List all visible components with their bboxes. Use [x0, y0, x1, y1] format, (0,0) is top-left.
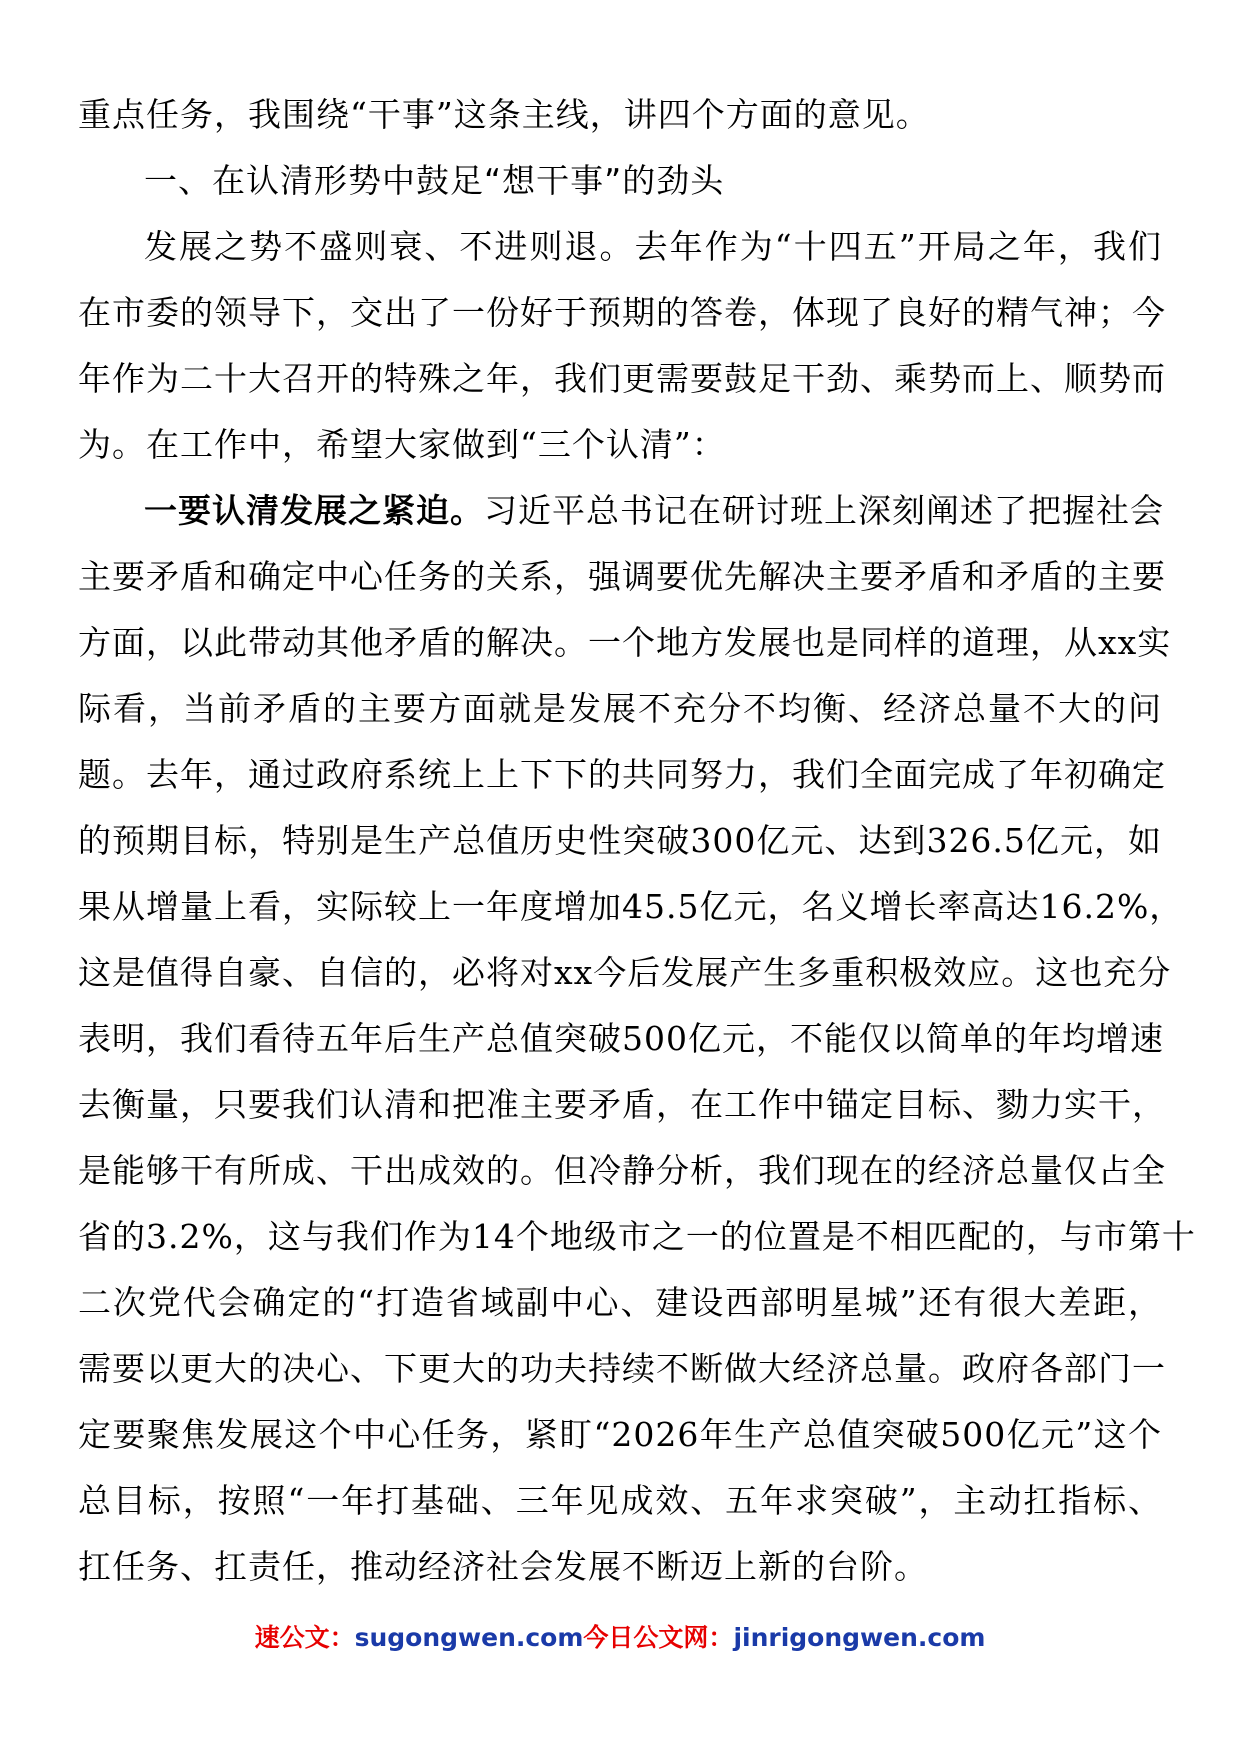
footer-link-jinrigongwen[interactable]: jinrigongwen.com: [733, 1623, 986, 1652]
paragraph-urgency: [78, 478, 1196, 1600]
paragraph-line: 题。去年，通过政府系统上上下下的共同努力，我们全面完成了年初确定: [78, 755, 1166, 794]
paragraph-line: 去衡量，只要我们认清和把准主要矛盾，在工作中锚定目标、勠力实干，: [78, 1085, 1166, 1124]
paragraph-line: 这是值得自豪、自信的，必将对xx今后发展产生多重积极效应。这也充分: [78, 953, 1172, 992]
paragraph-line: 发展之势不盛则衰、不进则退。去年作为“十四五”开局之年，我们: [144, 227, 1162, 266]
footer-brand-sugongwen: 速公文：: [254, 1623, 355, 1652]
paragraph-first-line: [78, 478, 1162, 544]
paragraph-line: 定要聚焦发展这个中心任务，紧盯“2026年生产总值突破500亿元”这个: [78, 1415, 1162, 1454]
section-heading: 一、在认清形势中鼓足“想干事”的劲头: [144, 161, 725, 200]
paragraph-line: 果从增量上看，实际较上一年度增加45.5亿元，名义增长率高达16.2%，: [78, 887, 1184, 926]
paragraph-lead-bold: 一要认清发展之紧迫。: [144, 491, 484, 530]
paragraph-line: 二次党代会确定的“打造省域副中心、建设西部明星城”还有很大差距，: [78, 1283, 1162, 1322]
paragraph-line: 总目标，按照“一年打基础、三年见成效、五年求突破”，主动扛指标、: [78, 1481, 1162, 1520]
paragraph-line: 省的3.2%，这与我们作为14个地级市之一的位置是不相匹配的，与市第十: [78, 1217, 1196, 1256]
footer-brand-jinrigongwen: 今日公文网：: [583, 1623, 734, 1652]
paragraph-line: 在市委的领导下，交出了一份好于预期的答卷，体现了良好的精气神；今: [78, 293, 1166, 332]
paragraph-line: 际看，当前矛盾的主要方面就是发展不充分不均衡、经济总量不大的问: [78, 689, 1162, 728]
document-page: [78, 82, 1196, 1600]
paragraph-line: 表明，我们看待五年后生产总值突破500亿元，不能仅以简单的年均增速: [78, 1019, 1164, 1058]
paragraph-line: 主要矛盾和确定中心任务的关系，强调要优先解决主要矛盾和矛盾的主要: [78, 557, 1166, 596]
paragraph-line: 的预期目标，特别是生产总值历史性突破300亿元、达到326.5亿元，如: [78, 821, 1162, 860]
footer-watermark: [0, 1618, 1240, 1658]
intro-line: 重点任务，我围绕“干事”这条主线，讲四个方面的意见。: [78, 95, 930, 134]
paragraph-situation: [78, 214, 1166, 478]
paragraph-line: 为。在工作中，希望大家做到“三个认清”：: [78, 425, 726, 464]
footer-link-sugongwen[interactable]: sugongwen.com: [354, 1623, 584, 1652]
paragraph-line: 扛任务、扛责任，推动经济社会发展不断迈上新的台阶。: [78, 1547, 928, 1586]
paragraph-line: 方面，以此带动其他矛盾的解决。一个地方发展也是同样的道理，从xx实: [78, 623, 1172, 662]
paragraph-line: 需要以更大的决心、下更大的功夫持续不断做大经济总量。政府各部门一: [78, 1349, 1166, 1388]
paragraph-line: 年作为二十大召开的特殊之年，我们更需要鼓足干劲、乘势而上、顺势而: [78, 359, 1166, 398]
paragraph-first-rest: 习近平总书记在研讨班上深刻阐述了把握社会: [484, 491, 1164, 530]
paragraph-line: 是能够干有所成、干出成效的。但冷静分析，我们现在的经济总量仅占全: [78, 1151, 1166, 1190]
